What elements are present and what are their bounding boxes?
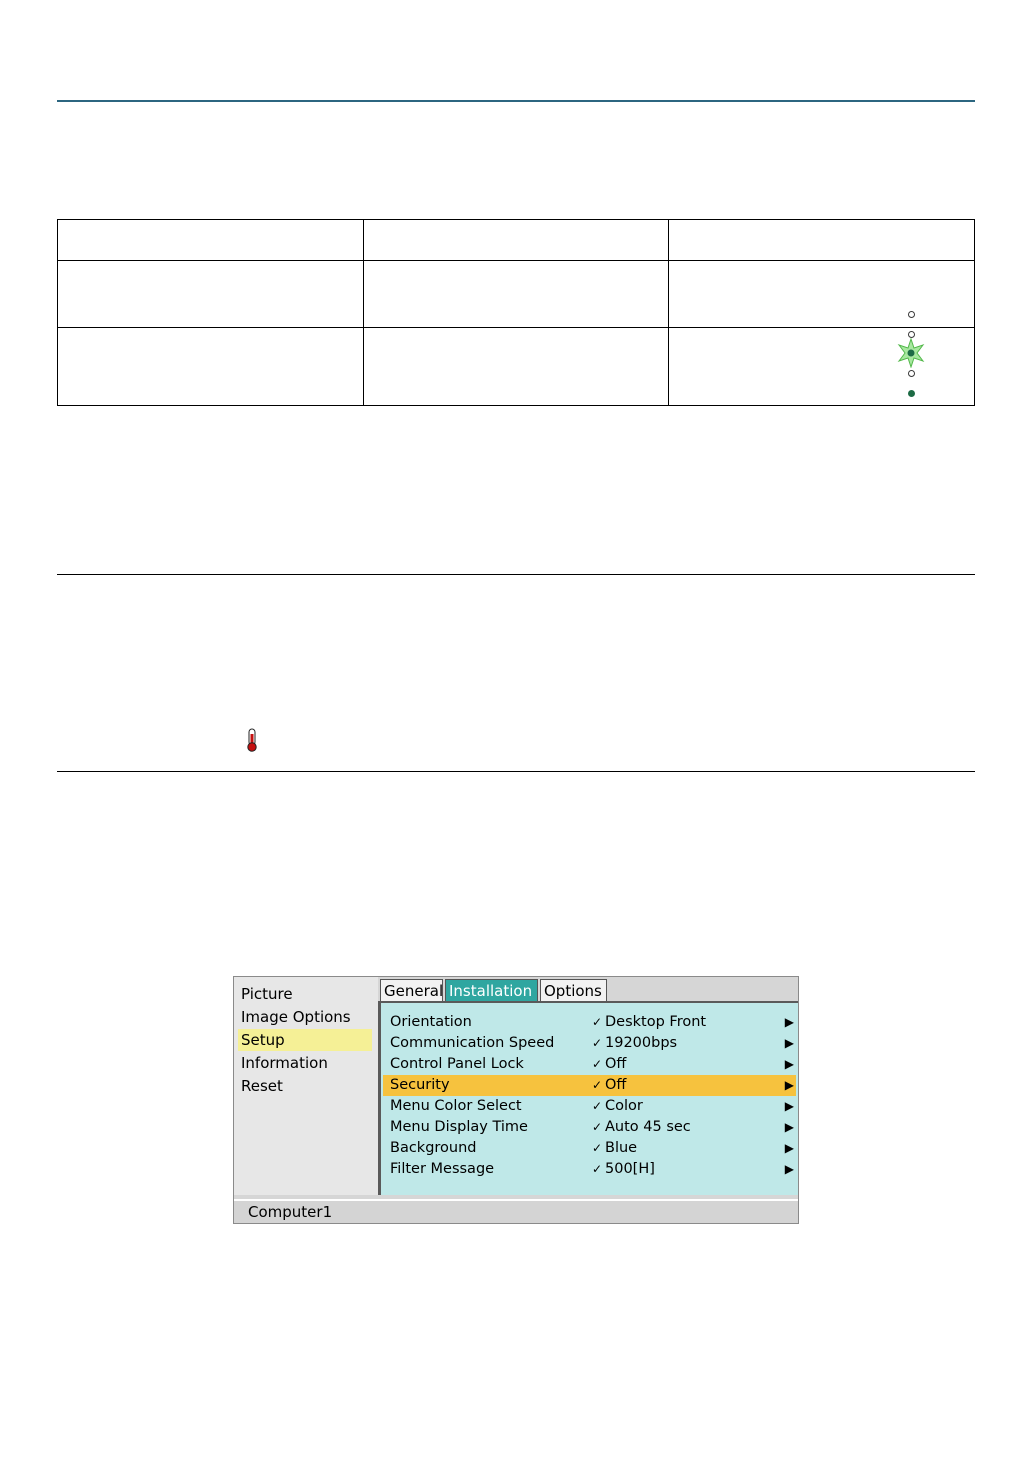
menu-item-information[interactable]: Information [241,1054,328,1072]
table-cell [363,220,669,261]
arrow-right-icon: ▶ [784,1120,794,1134]
setting-value: Off [605,1077,627,1093]
indicator-table [57,219,975,406]
table-cell [58,261,364,328]
indicator-cell [669,261,975,328]
check-icon: ✓ [592,1141,603,1155]
setting-row-communication-speed[interactable] [383,1033,796,1054]
header-rule [57,100,975,102]
setting-row-orientation[interactable] [383,1012,796,1033]
table-cell [669,220,975,261]
source-status-bar: Computer1 [234,1199,798,1223]
setting-value: Off [605,1056,627,1072]
table-cell [58,328,364,406]
setting-value: Color [605,1098,643,1114]
setting-label: Communication Speed [390,1035,555,1051]
menu-item-picture[interactable]: Picture [241,985,293,1003]
check-icon: ✓ [592,1099,603,1113]
setting-row-menu-display-time[interactable] [383,1117,796,1138]
check-icon: ✓ [592,1057,603,1071]
setting-value: 500[H] [605,1161,655,1177]
setting-label: Filter Message [390,1161,495,1177]
table-row [58,261,975,328]
note-rule-top [57,574,975,575]
arrow-right-icon: ▶ [784,1015,794,1029]
installation-panel [378,1001,798,1195]
menu-item-image-options[interactable]: Image Options [241,1008,351,1026]
setting-label: Menu Display Time [390,1119,528,1135]
setting-row-menu-color-select[interactable] [383,1096,796,1117]
setting-value: Blue [605,1140,638,1156]
arrow-right-icon: ▶ [784,1141,794,1155]
setting-value: Auto 45 sec [605,1119,691,1135]
setting-row-filter-message[interactable] [383,1159,796,1180]
check-icon: ✓ [592,1078,603,1092]
setting-row-security[interactable] [383,1075,796,1096]
tab-installation[interactable]: Installation [445,979,538,1001]
indicator-cell [669,328,975,406]
check-icon: ✓ [592,1162,603,1176]
menu-item-reset[interactable]: Reset [241,1077,283,1095]
setting-label: Menu Color Select [390,1098,522,1114]
arrow-right-icon: ▶ [784,1162,794,1176]
table-row [58,328,975,406]
setting-row-background[interactable] [383,1138,796,1159]
arrow-right-icon: ▶ [784,1078,794,1092]
arrow-right-icon: ▶ [784,1099,794,1113]
setting-row-control-panel-lock[interactable] [383,1054,796,1075]
setting-value: Desktop Front [605,1014,707,1030]
check-icon: ✓ [592,1036,603,1050]
led-off-icon [908,311,915,318]
check-icon: ✓ [592,1120,603,1134]
table-cell [363,261,669,328]
main-menu [234,977,378,1195]
check-icon: ✓ [592,1015,603,1029]
led-green-icon [908,390,915,397]
menu-item-setup[interactable]: Setup [238,1029,372,1051]
table-cell [58,220,364,261]
setting-label: Control Panel Lock [390,1056,524,1072]
setting-label: Orientation [390,1014,472,1030]
table-header-row [58,220,975,261]
setting-label: Security [390,1077,450,1093]
arrow-right-icon: ▶ [784,1057,794,1071]
table-cell [363,328,669,406]
tab-general[interactable]: General [380,979,443,1001]
onscreen-menu [233,976,799,1224]
setting-value: 19200bps [605,1035,678,1051]
led-flashing-green-icon [896,338,926,368]
setting-label: Background [390,1140,477,1156]
note-rule-bottom [57,771,975,772]
led-off-icon [908,370,915,377]
tab-options[interactable]: Options [540,979,607,1001]
thermometer-icon [245,728,259,752]
arrow-right-icon: ▶ [784,1036,794,1050]
